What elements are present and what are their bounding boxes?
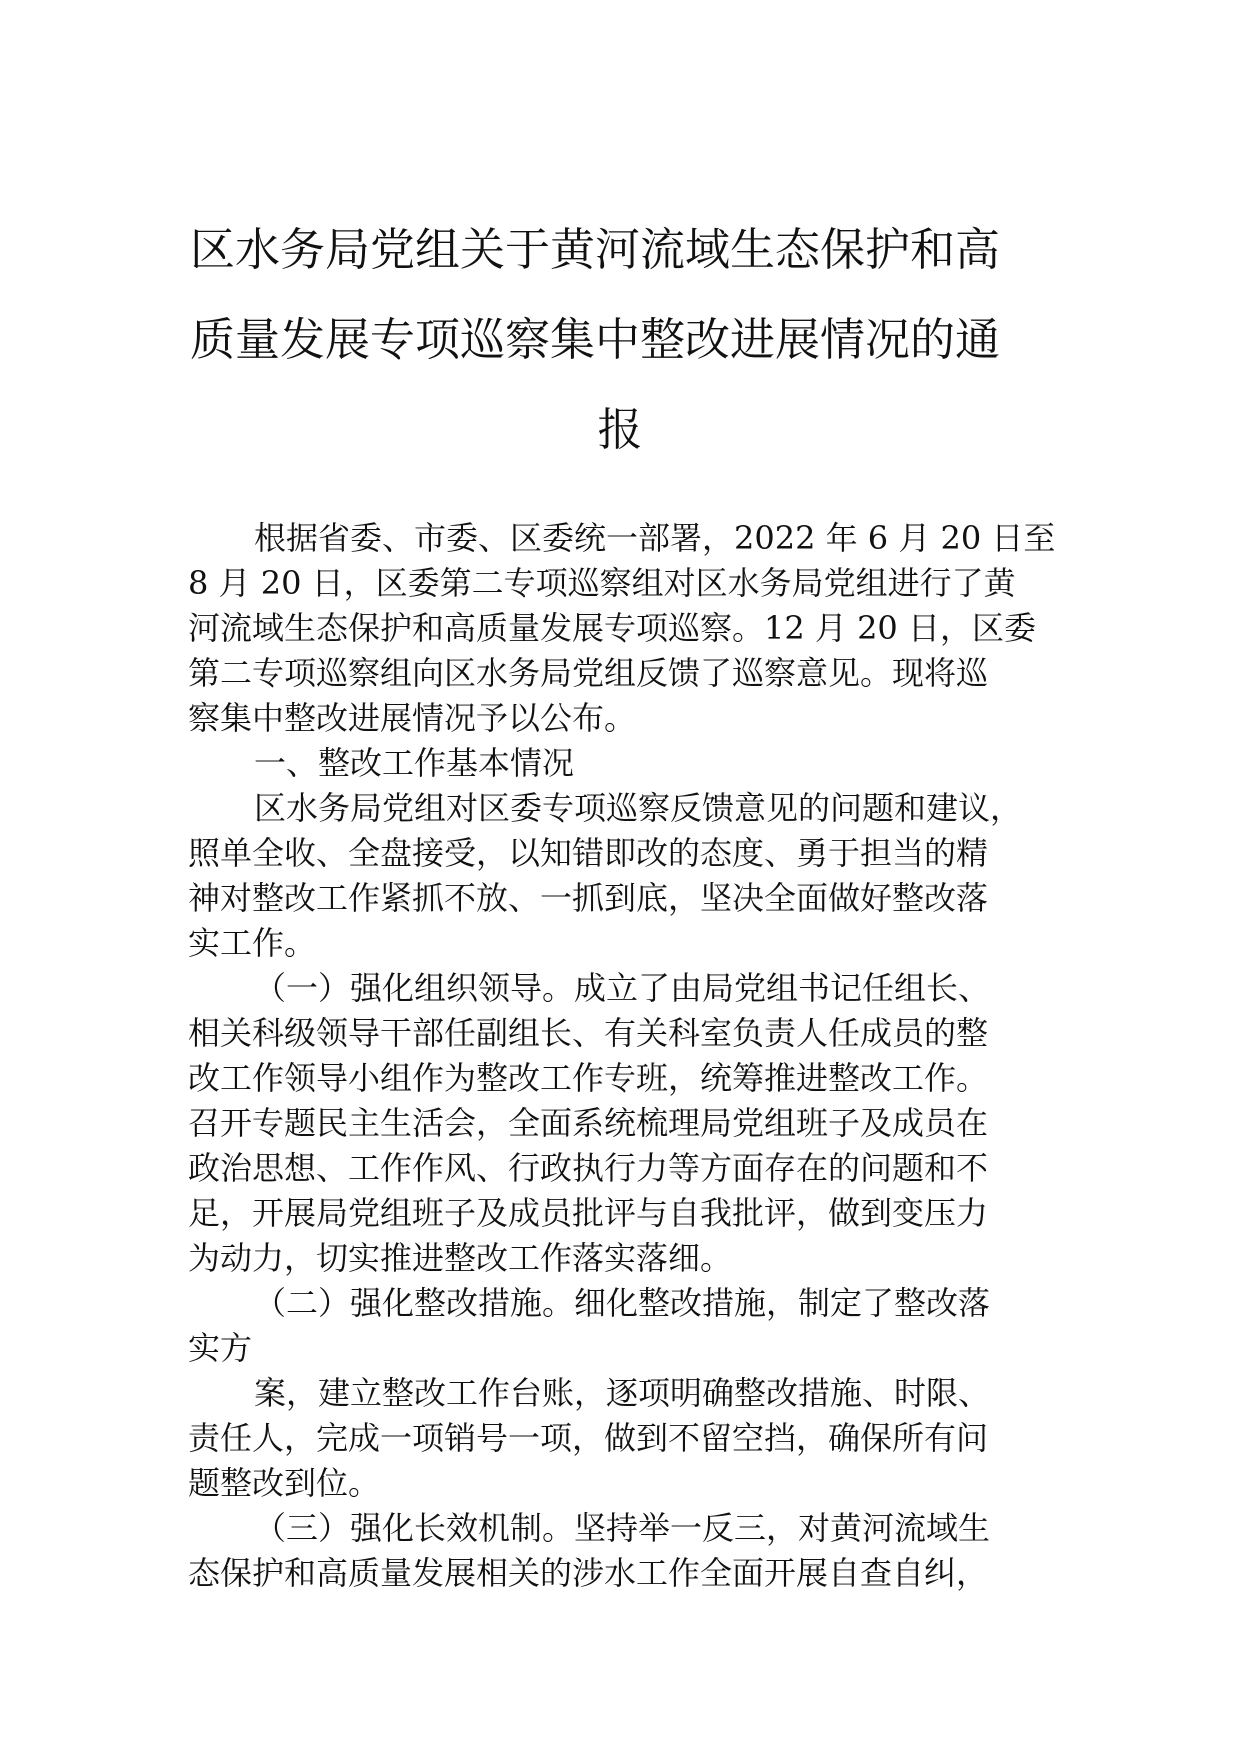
subsection-line: （一）强化组织领导。成立了由局党组书记任组长、 [254,969,991,1007]
body-line: 召开专题民主生活会，全面系统梳理局党组班子及成员在 [188,1104,989,1142]
body-line: 政治思想、工作作风、行政执行力等方面存在的问题和不 [188,1149,989,1187]
section-heading: 一、整改工作基本情况 [254,744,575,782]
body-line: 神对整改工作紧抓不放、一抓到底，坚决全面做好整改落 [188,879,989,917]
body-line: 照单全收、全盘接受，以知错即改的态度、勇于担当的精 [188,834,989,872]
document-title [190,205,1050,475]
title-line-1: 区水务局党组关于黄河流域生态保护和高 [190,223,1001,276]
title-line-3: 报 [597,403,643,456]
body-line: 河流域生态保护和高质量发展专项巡察。12 月 20 日，区委 [188,609,1036,647]
body-line: 相关科级领导干部任副组长、有关科室负责人任成员的整 [188,1014,989,1052]
body-line: 足，开展局党组班子及成员批评与自我批评，做到变压力 [188,1194,989,1232]
body-line: 责任人，完成一项销号一项，做到不留空挡，确保所有问 [188,1419,989,1457]
body-line: 案，建立整改工作台账，逐项明确整改措施、时限、 [254,1374,991,1412]
body-line: 第二专项巡察组向区水务局党组反馈了巡察意见。现将巡 [188,654,989,692]
body-line: 区水务局党组对区委专项巡察反馈意见的问题和建议， [254,789,1023,827]
title-line-2: 质量发展专项巡察集中整改进展情况的通 [190,313,1001,366]
body-line: 察集中整改进展情况予以公布。 [188,699,637,737]
body-line: 8 月 20 日，区委第二专项巡察组对区水务局党组进行了黄 [188,564,1016,602]
body-line: 题整改到位。 [188,1464,381,1502]
document-body [188,516,1068,1596]
body-line: 根据省委、市委、区委统一部署，2022 年 6 月 20 日至 [254,519,1056,557]
body-line: 为动力，切实推进整改工作落实落细。 [188,1239,733,1277]
subsection-line: （二）强化整改措施。细化整改措施，制定了整改落 [254,1284,991,1322]
subsection-line: （三）强化长效机制。坚持举一反三，对黄河流域生 [254,1509,991,1547]
body-line: 态保护和高质量发展相关的涉水工作全面开展自查自纠， [188,1554,989,1592]
body-line: 实工作。 [188,924,317,962]
body-line: 实方 [188,1329,253,1367]
body-line: 改工作领导小组作为整改工作专班，统筹推进整改工作。 [188,1059,989,1097]
